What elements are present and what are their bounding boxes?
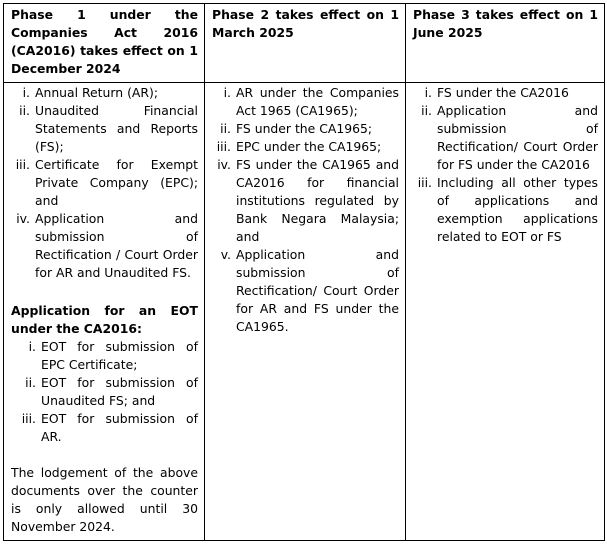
item-number: iv. bbox=[217, 157, 231, 172]
list-item bbox=[212, 120, 399, 138]
item-number: i. bbox=[223, 85, 231, 100]
item-text: EOT for submission of Unaudited FS; and bbox=[41, 375, 198, 408]
phase-3-list bbox=[413, 84, 598, 246]
item-number: i. bbox=[424, 85, 432, 100]
item-text: FS under the CA1965; bbox=[236, 121, 373, 136]
item-number: ii. bbox=[25, 375, 36, 390]
item-text: Annual Return (AR); bbox=[35, 85, 158, 100]
list-item bbox=[212, 84, 399, 120]
item-text: Application and submission of Rectification / Court Order for AR and Unaudited FS. bbox=[35, 211, 198, 280]
item-number: i. bbox=[22, 85, 30, 100]
list-item bbox=[413, 84, 598, 102]
phase-2-list bbox=[212, 84, 399, 336]
list-item bbox=[212, 246, 399, 336]
list-item bbox=[413, 174, 598, 246]
item-text: Application and submission of Rectification/ Court Order for AR and FS under the CA1965. bbox=[236, 247, 399, 334]
phase-1-header: Phase 1 under the Companies Act 2016 (CA2016) takes effect on 1 December 2024 bbox=[4, 4, 205, 83]
item-text: EOT for submission of EPC Certificate; bbox=[41, 339, 198, 372]
item-number: iv. bbox=[16, 211, 30, 226]
phase-3-cell bbox=[406, 83, 605, 541]
list-item bbox=[413, 102, 598, 174]
phase-2-header: Phase 2 takes effect on 1 March 2025 bbox=[205, 4, 406, 83]
item-text: FS under the CA1965 and CA2016 for financial institutions regulated by Bank Negara Malaysia; and bbox=[236, 157, 399, 244]
item-number: ii. bbox=[220, 121, 231, 136]
list-item bbox=[11, 102, 198, 156]
item-text: Certificate for Exempt Private Company (EPC); and bbox=[35, 157, 198, 208]
list-item bbox=[11, 338, 198, 374]
content-row bbox=[4, 83, 605, 541]
list-item bbox=[11, 210, 198, 282]
list-item bbox=[11, 410, 198, 446]
list-item bbox=[11, 374, 198, 410]
item-number: ii. bbox=[19, 103, 30, 118]
phase-3-header: Phase 3 takes effect on 1 June 2025 bbox=[406, 4, 605, 83]
item-text: Application and submission of Rectification/ Court Order for FS under the CA2016 bbox=[437, 103, 598, 172]
item-number: ii. bbox=[421, 103, 432, 118]
item-number: iii. bbox=[15, 157, 30, 172]
eot-heading: Application for an EOT under the CA2016: bbox=[11, 303, 198, 336]
item-text: Unaudited Financial Statements and Reports (FS); bbox=[35, 103, 198, 154]
item-number: iii. bbox=[417, 175, 432, 190]
phase-1-cell bbox=[4, 83, 205, 541]
phase-1-list bbox=[11, 84, 198, 282]
header-row bbox=[4, 4, 605, 83]
item-number: iii. bbox=[216, 139, 231, 154]
list-item bbox=[212, 156, 399, 246]
item-text: FS under the CA2016 bbox=[437, 85, 569, 100]
item-text: Including all other types of applications and exemption applications related to EOT or FS bbox=[437, 175, 598, 244]
item-text: AR under the Companies Act 1965 (CA1965); bbox=[236, 85, 399, 118]
item-number: i. bbox=[28, 339, 36, 354]
phases-table bbox=[3, 3, 605, 541]
list-item bbox=[212, 138, 399, 156]
item-number: v. bbox=[220, 247, 231, 262]
lodgement-note: The lodgement of the above documents over the counter is only allowed until 30 November 2024. bbox=[11, 465, 198, 534]
eot-list bbox=[11, 338, 198, 446]
phase-2-cell bbox=[205, 83, 406, 541]
item-text: EPC under the CA1965; bbox=[236, 139, 382, 154]
item-number: iii. bbox=[21, 411, 36, 426]
list-item bbox=[11, 156, 198, 210]
item-text: EOT for submission of AR. bbox=[41, 411, 198, 444]
list-item bbox=[11, 84, 198, 102]
